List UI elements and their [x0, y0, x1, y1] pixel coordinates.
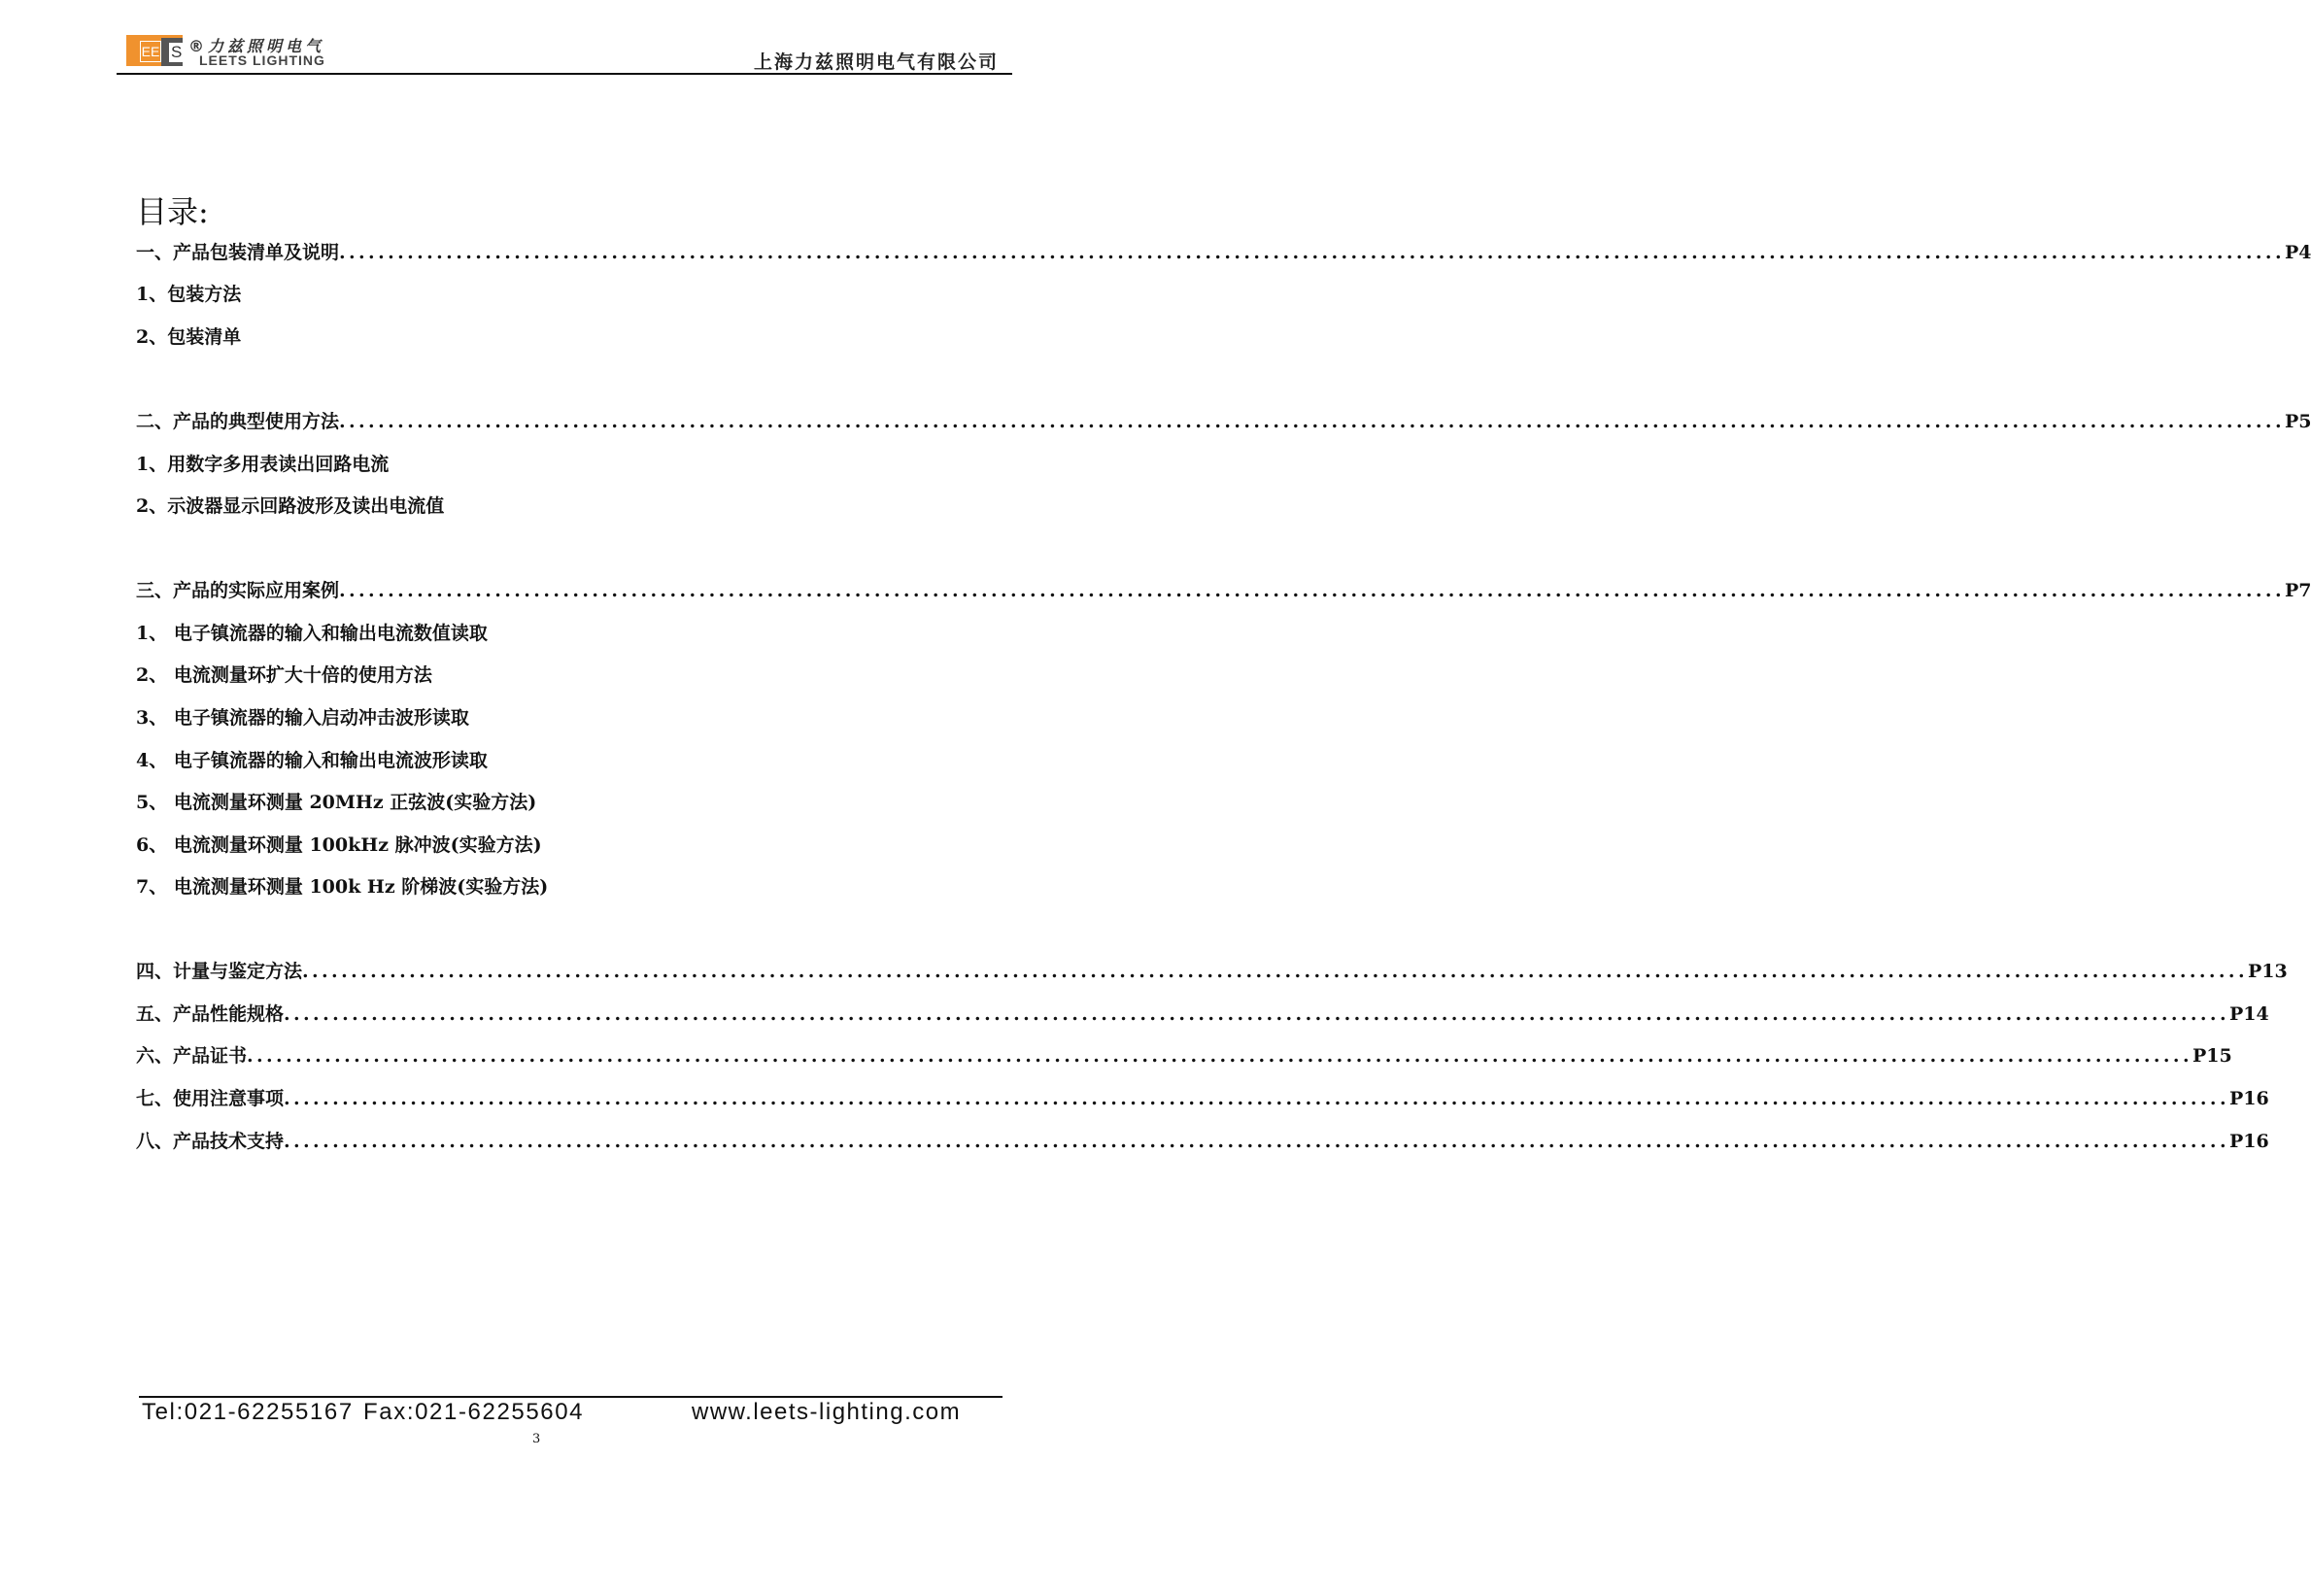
- toc-entry-label: 五、产品性能规格: [136, 1003, 285, 1025]
- footer-website[interactable]: www.leets-lighting.com: [692, 1399, 962, 1425]
- toc-entry-label: 2、包装清单: [136, 326, 242, 348]
- toc-entry-label: 四、计量与鉴定方法: [136, 961, 303, 982]
- footer-divider: [139, 1396, 1003, 1398]
- toc-entry-label: 5、 电流测量环测量 20MHz 正弦波(实验方法): [136, 792, 537, 813]
- brand-name-en: LEETS LIGHTING: [199, 52, 325, 68]
- header-divider: [117, 73, 1012, 75]
- toc-entry-label: 1、包装方法: [136, 284, 242, 305]
- toc-subentry[interactable]: [136, 746, 935, 772]
- toc-section-entry[interactable]: [136, 238, 2311, 264]
- toc-entry-label: 1、用数字多用表读出回路电流: [136, 454, 390, 475]
- toc-section-entry[interactable]: [136, 407, 2311, 433]
- toc-section-entry[interactable]: [136, 1041, 2232, 1068]
- toc-entry-label: 六、产品证书: [136, 1045, 248, 1067]
- toc-entry-label: 八、产品技术支持: [136, 1131, 285, 1152]
- toc-subentry[interactable]: [136, 661, 935, 687]
- dot-leader: ........................................................................................................................................................................................................: [284, 1003, 2229, 1025]
- toc-subentry[interactable]: [136, 831, 935, 857]
- dot-leader: ........................................................................................................................................................................................................: [339, 411, 2285, 432]
- toc-subentry[interactable]: [136, 280, 935, 306]
- dot-leader: ........................................................................................................................................................................................................: [339, 580, 2285, 601]
- toc-page-number: P15: [2192, 1045, 2232, 1067]
- toc-entry-label: 三、产品的实际应用案例: [136, 580, 340, 601]
- dot-leader: ........................................................................................................................................................................................................: [284, 1088, 2229, 1109]
- toc-entry-label: 1、 电子镇流器的输入和输出电流数值读取: [136, 623, 488, 644]
- toc-subentry[interactable]: [136, 323, 935, 349]
- company-logo: EE S: [126, 35, 185, 66]
- toc-subentry[interactable]: [136, 788, 935, 814]
- toc-page-number: P5: [2284, 411, 2311, 432]
- footer-contact: Tel:021-62255167 Fax:021-62255604: [142, 1399, 585, 1425]
- brand-name-cn: ®力兹照明电气: [188, 37, 325, 55]
- toc-entry-label: 4、 电子镇流器的输入和输出电流波形读取: [136, 750, 488, 771]
- toc-entry-label: 3、 电子镇流器的输入启动冲击波形读取: [136, 707, 469, 729]
- dot-leader: ........................................................................................................................................................................................................: [339, 242, 2285, 263]
- dot-leader: ........................................................................................................................................................................................................: [302, 961, 2248, 982]
- toc-subentry[interactable]: [136, 492, 935, 518]
- toc-title: 目录:: [136, 193, 209, 230]
- dot-leader: ........................................................................................................................................................................................................: [247, 1045, 2192, 1067]
- company-name: 上海力兹照明电气有限公司: [753, 51, 999, 73]
- toc-subentry[interactable]: [136, 872, 935, 899]
- toc-section-entry[interactable]: [136, 957, 2288, 983]
- toc-entry-label: 一、产品包装清单及说明: [136, 242, 340, 263]
- toc-page-number: P14: [2228, 1003, 2269, 1025]
- toc-entry-label: 二、产品的典型使用方法: [136, 411, 340, 432]
- toc-entry-label: 2、 电流测量环扩大十倍的使用方法: [136, 664, 432, 686]
- toc-page-number: P16: [2228, 1088, 2269, 1109]
- toc-page-number: P7: [2284, 580, 2311, 601]
- toc-entry-label: 七、使用注意事项: [136, 1088, 285, 1109]
- page-number: 3: [532, 1432, 541, 1446]
- toc-page-number: P13: [2247, 961, 2288, 982]
- toc-page-number: P4: [2284, 242, 2311, 263]
- toc-page-number: P16: [2228, 1131, 2269, 1152]
- toc-section-entry[interactable]: [136, 1127, 2269, 1153]
- toc-section-entry[interactable]: [136, 576, 2311, 602]
- toc-subentry[interactable]: [136, 703, 935, 730]
- toc-section-entry[interactable]: [136, 1000, 2269, 1026]
- toc-entry-label: 7、 电流测量环测量 100k Hz 阶梯波(实验方法): [136, 876, 549, 898]
- toc-entry-label: 6、 电流测量环测量 100kHz 脉冲波(实验方法): [136, 834, 542, 856]
- dot-leader: ........................................................................................................................................................................................................: [284, 1131, 2229, 1152]
- toc-subentry[interactable]: [136, 619, 935, 645]
- toc-subentry[interactable]: [136, 450, 935, 476]
- toc-section-entry[interactable]: [136, 1084, 2269, 1110]
- toc-entry-label: 2、示波器显示回路波形及读出电流值: [136, 495, 445, 517]
